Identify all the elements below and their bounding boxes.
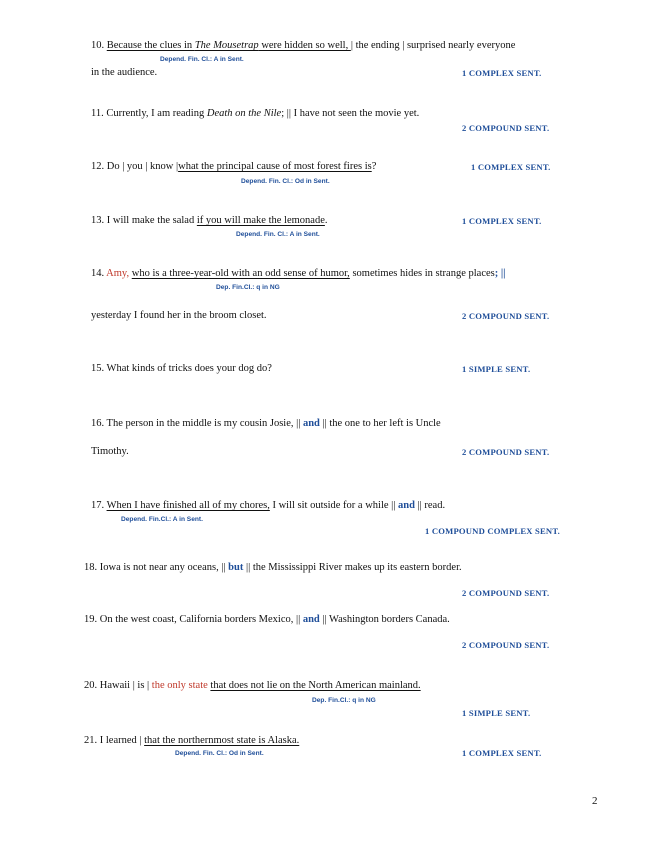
sentence-text-segment: ; || I have not seen the movie yet.: [281, 108, 420, 119]
sentence-10-line-2: [91, 67, 157, 78]
sentence-12-line-1: [91, 161, 376, 172]
sentence-text-segment: 17.: [91, 500, 107, 511]
sentence-text-segment: 10.: [91, 40, 107, 51]
sentence-text-segment: Death on the Nile: [206, 108, 282, 119]
sentence-18-type: 2 COMPOUND SENT.: [462, 588, 550, 598]
sentence-text-segment: The Mousetrap: [194, 40, 259, 51]
sentence-text-segment: Amy,: [106, 268, 130, 279]
sentence-text-segment: the only state: [151, 680, 208, 691]
sentence-text-segment: what the principal cause of most forest fires is: [178, 161, 372, 172]
sentence-10-clause-label: Depend. Fin. Cl.: A in Sent.: [160, 56, 244, 63]
sentence-20-type: 1 SIMPLE SENT.: [462, 708, 531, 718]
page-number: 2: [592, 795, 598, 807]
sentence-text-segment: that the northernmost state is Alaska.: [144, 735, 300, 746]
sentence-text-segment: and: [302, 418, 320, 429]
sentence-text-segment: that does not lie on the North American mainland.: [210, 680, 421, 691]
sentence-text-segment: were hidden so well,: [258, 40, 351, 51]
sentence-text-segment: When I have finished all of my chores,: [106, 500, 270, 511]
sentence-10-type: 1 COMPLEX SENT.: [462, 68, 542, 78]
sentence-text-segment: 19. On the west coast, California borders Mexico, ||: [84, 614, 303, 625]
sentence-13-type: 1 COMPLEX SENT.: [462, 216, 542, 226]
sentence-13-line-1: [91, 215, 328, 226]
sentence-text-segment: 16. The person in the middle is my cousin Josie, ||: [91, 418, 303, 429]
sentence-19-line-1: [84, 614, 450, 625]
sentence-text-segment: but: [228, 562, 244, 573]
sentence-text-segment: 18. Iowa is not near any oceans, ||: [84, 562, 229, 573]
sentence-21-clause-label: Depend. Fin. Cl.: Od in Sent.: [175, 750, 264, 757]
sentence-text-segment: 15. What kinds of tricks does your dog do?: [91, 363, 272, 374]
sentence-16-type: 2 COMPOUND SENT.: [462, 447, 550, 457]
sentence-text-segment: 14.: [91, 268, 107, 279]
sentence-21-line-1: [84, 735, 299, 746]
sentence-14-line-1: [91, 268, 506, 279]
sentence-14-clause-label: Dep. Fin.Cl.: q in NG: [216, 284, 280, 291]
sentence-11-type: 2 COMPOUND SENT.: [462, 123, 550, 133]
sentence-text-segment: 13. I will make the salad: [91, 215, 197, 226]
sentence-text-segment: || the one to her left is Uncle: [319, 418, 441, 429]
sentence-17-line-1: [91, 500, 445, 511]
sentence-20-line-1: [84, 680, 421, 691]
sentence-text-segment: in the audience.: [91, 67, 158, 78]
sentence-17-type: 1 COMPOUND COMPLEX SENT.: [425, 526, 560, 536]
sentence-text-segment: | the ending | surprised nearly everyone: [350, 40, 516, 51]
sentence-text-segment: ; ||: [494, 268, 506, 279]
sentence-12-clause-label: Depend. Fin. Cl.: Od in Sent.: [241, 178, 330, 185]
sentence-text-segment: and: [398, 500, 415, 511]
sentence-text-segment: if you will make the lemonade: [196, 215, 325, 226]
sentence-text-segment: sometimes hides in strange places: [349, 268, 495, 279]
sentence-text-segment: ?: [371, 161, 377, 172]
sentence-16-line-1: [91, 418, 441, 429]
sentence-14-line-2: [91, 310, 267, 321]
sentence-text-segment: 21. I learned |: [84, 735, 145, 746]
sentence-text-segment: 12. Do | you | know |: [91, 161, 179, 172]
sentence-19-type: 2 COMPOUND SENT.: [462, 640, 550, 650]
sentence-21-type: 1 COMPLEX SENT.: [462, 748, 542, 758]
sentence-17-clause-label: Depend. Fin.Cl.: A in Sent.: [121, 516, 203, 523]
sentence-11-line-1: [91, 108, 419, 119]
sentence-text-segment: .: [324, 215, 328, 226]
sentence-text-segment: yesterday I found her in the broom closet.: [91, 310, 267, 321]
sentence-text-segment: || Washington borders Canada.: [319, 614, 450, 625]
sentence-text-segment: || the Mississippi River makes up its eastern border.: [243, 562, 462, 573]
sentence-text-segment: 20. Hawaii | is |: [84, 680, 152, 691]
sentence-15-type: 1 SIMPLE SENT.: [462, 364, 531, 374]
sentence-20-clause-label: Dep. Fin.Cl.: q in NG: [312, 697, 376, 704]
sentence-14-type: 2 COMPOUND SENT.: [462, 311, 550, 321]
sentence-text-segment: who is a three-year-old with an odd sense of humor,: [131, 268, 350, 279]
sentence-15-line-1: [91, 363, 272, 374]
sentence-10-line-1: [91, 40, 515, 51]
sentence-text-segment: and: [302, 614, 320, 625]
sentence-13-clause-label: Depend. Fin. Cl.: A in Sent.: [236, 231, 320, 238]
sentence-text-segment: || read.: [414, 500, 446, 511]
sentence-12-type: 1 COMPLEX SENT.: [471, 162, 551, 172]
sentence-16-line-2: [91, 446, 129, 457]
sentence-text-segment: Timothy.: [91, 446, 129, 457]
sentence-text-segment: I will sit outside for a while ||: [269, 500, 398, 511]
sentence-text-segment: 11. Currently, I am reading: [91, 108, 207, 119]
sentence-text-segment: Because the clues in: [106, 40, 195, 51]
sentence-18-line-1: [84, 562, 462, 573]
